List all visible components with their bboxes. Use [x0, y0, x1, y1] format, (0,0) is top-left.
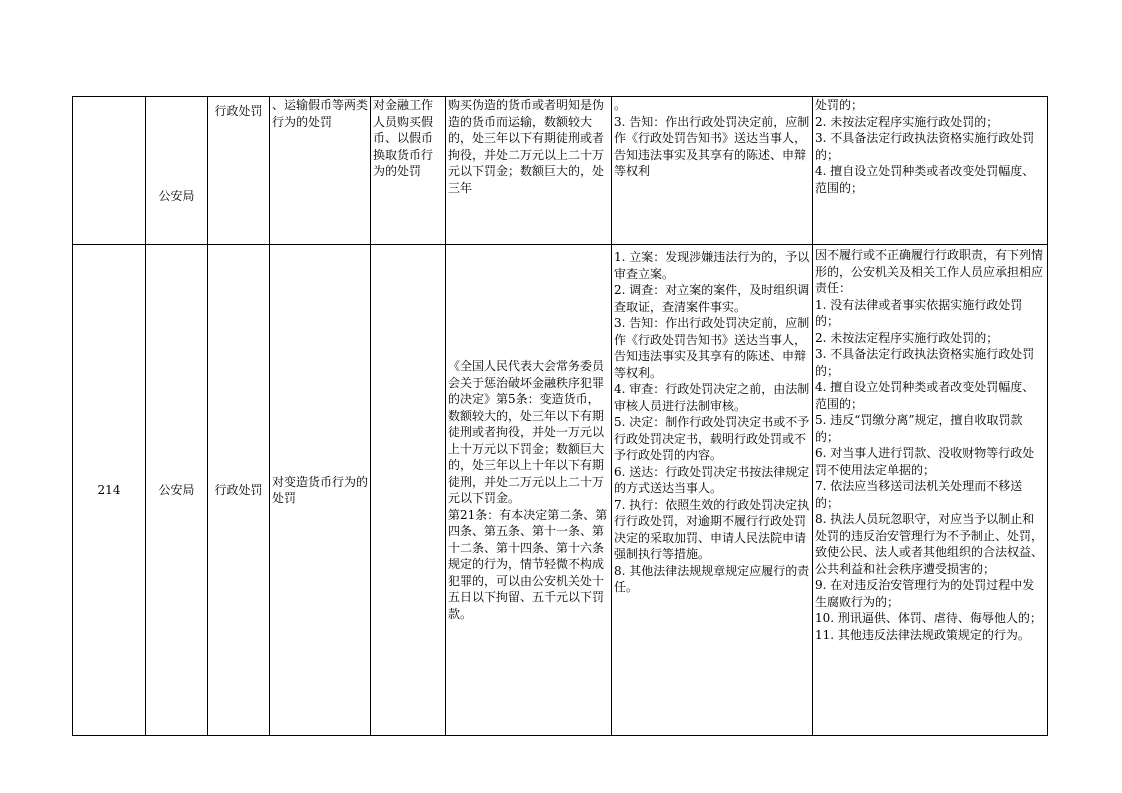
dept-cell: 公安局 [146, 97, 208, 245]
sub-item-cell: 对金融工作人员购买假币、以假币换取货币行为的处罚 [371, 97, 446, 245]
basis-text: 购买伪造的货币或者明知是伪造的货币而运输，数额较大的，处三年以下有期徒刑或者拘役，并处二万元以上二十万元以下罚金；数额巨大的，处三年 [448, 98, 605, 195]
duty-text: 处罚的； 2. 未按法定程序实施行政处罚的； 3. 不具备法定行政执法资格实施行政处罚的； 4. 擅自设立处罚种类或者改变处罚幅度、范围的； [815, 98, 1035, 195]
table-row [73, 97, 1048, 245]
power-list-table [72, 96, 1048, 736]
type-cell: 行政处罚 [208, 97, 270, 245]
basis-cell [446, 97, 612, 245]
duty-cell [813, 97, 1048, 245]
row-index [73, 97, 146, 245]
process-cell: 1. 立案：发现涉嫌违法行为的，予以审查立案。 2. 调查：对立案的案件，及时组织调查取证，查清案件事实。 3. 告知：作出行政处罚决定前，应制作《行政处罚告知书》送达当事人，告知违法事实及其享有的陈述、申辩等权利。 4. 审查：行政处罚决定之前，由法制审核人员进行法制审核。 5. 决定：制作行政处罚决定书或不予行政处罚决定书，载明行政处罚或不予行政处罚的内容。 6. 送达：行政处罚决定书按法律规定的方式送达当事人。 7. 执行：依照生效的行政处罚决定执行行政处罚，对逾期不履行行政处罚决定的采取加罚、申请人民法院申请强制执行等措施。 8. 其他法律法规规章规定应履行的责任。 [612, 245, 813, 736]
item-cell: 、运输假币等两类行为的处罚 [270, 97, 371, 245]
item-cell: 对变造货币行为的处罚 [270, 245, 371, 736]
type-cell: 行政处罚 [208, 245, 270, 736]
process-text: 。 3. 告知：作出行政处罚决定前，应制作《行政处罚告知书》送达当事人，告知违法事实及其享有的陈述、申辩等权利 [614, 98, 810, 178]
sub-item-cell [371, 245, 446, 736]
process-cell [612, 97, 813, 245]
dept-cell: 公安局 [146, 245, 208, 736]
basis-cell: 《全国人民代表大会常务委员会关于惩治破坏金融秩序犯罪的决定》第5条：变造货币，数额较大的，处三年以下有期徒刑或者拘役，并处一万元以上十万元以下罚金；数额巨大的，处三年以上十年以下有期徒刑，并处二万元以上二十万元以下罚金。 第21条：有本决定第二条、第四条、第五条、第十一条、第十二条、第十四条、第十六条规定的行为，情节轻微不构成犯罪的，可以由公安机关处十五日以下拘留、五千元以下罚款。 [446, 245, 612, 736]
duty-cell: 因不履行或不正确履行行政职责，有下列情形的，公安机关及相关工作人员应承担相应责任： 1. 没有法律或者事实依据实施行政处罚的； 2. 未按法定程序实施行政处罚的； 3. 不具备法定行政执法资格实施行政处罚的； 4. 擅自设立处罚种类或者改变处罚幅度、范围的； 5. 违反“罚缴分离”规定，擅自收取罚款的； 6. 对当事人进行罚款、没收财物等行政处罚不使用法定单据的； 7. 依法应当移送司法机关处理而不移送的； 8. 执法人员玩忽职守，对应当予以制止和处罚的违反治安管理行为不予制止、处罚，致使公民、法人或者其他组织的合法权益、公共利益和社会秩序遭受损害的； 9. 在对违反治安管理行为的处罚过程中发生腐败行为的； 10. 刑讯逼供、体罚、虐待、侮辱他人的； 11. 其他违反法律法规政策规定的行为。 [813, 245, 1048, 736]
document-page [72, 96, 1047, 736]
row-index: 214 [73, 245, 146, 736]
table-row [73, 245, 1048, 736]
